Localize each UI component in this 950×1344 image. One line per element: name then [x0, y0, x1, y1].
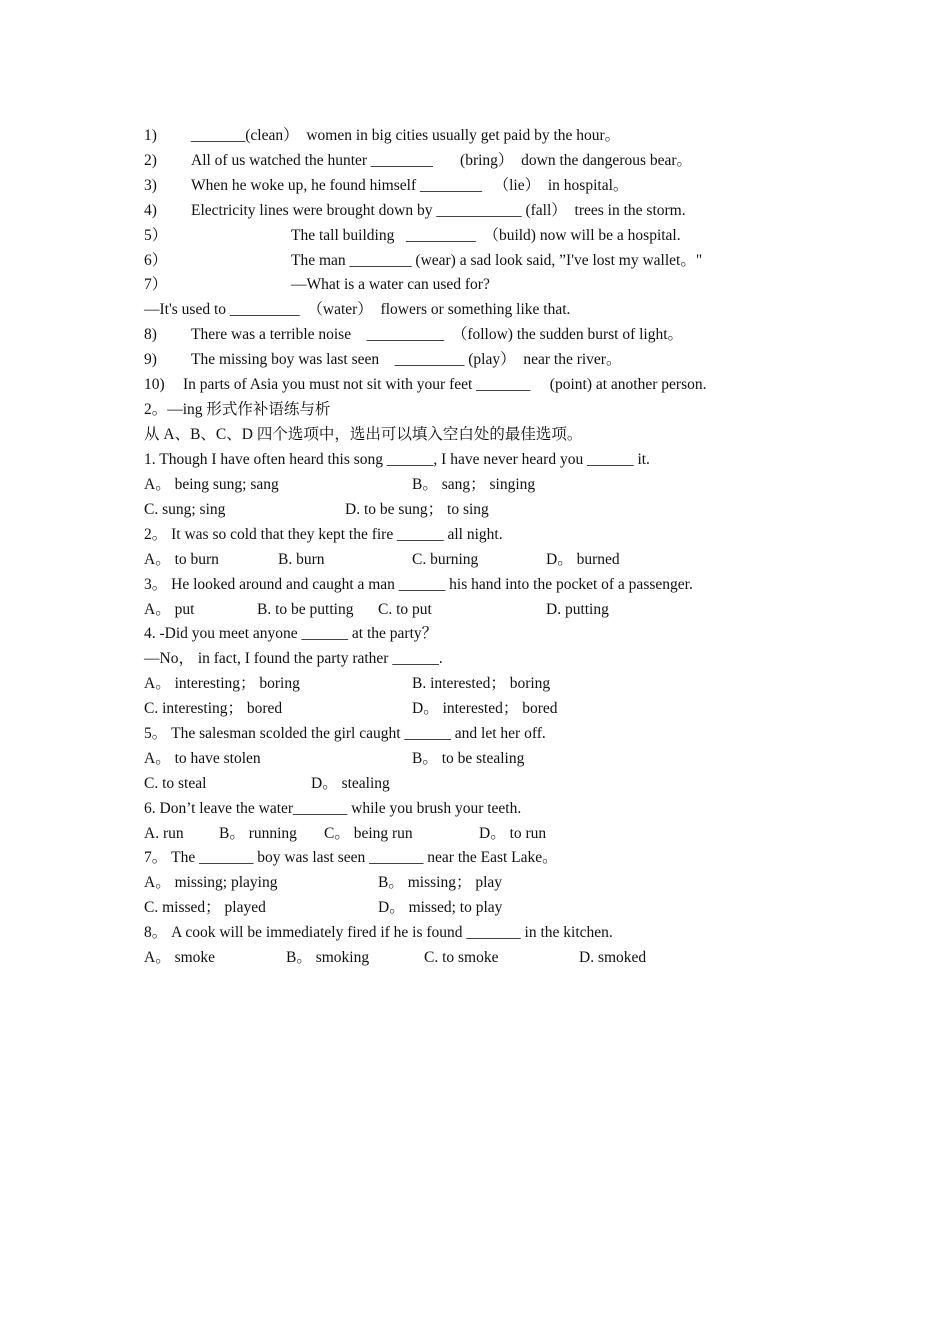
- item-number: 6）: [144, 252, 168, 269]
- fill-item-9: [144, 349, 622, 371]
- item-number: 2): [144, 152, 157, 169]
- fill-item-4: [144, 200, 686, 222]
- question-options: [144, 698, 558, 720]
- item-text: _______(clean） women in big cities usually get paid by the hour。: [191, 127, 621, 144]
- item-text: When he woke up, he found himself ________ （lie） in hospital。: [191, 177, 629, 194]
- option-b: B。 to be stealing: [412, 750, 525, 767]
- option-a: A. run: [144, 825, 184, 842]
- option-d: D。 to run: [479, 825, 547, 842]
- option-a: A。 missing; playing: [144, 874, 278, 891]
- item-text: The missing boy was last seen _________ (play） near the river。: [191, 351, 622, 368]
- option-b: B。 missing； play: [378, 874, 503, 891]
- item-number: 4): [144, 202, 157, 219]
- option-c: C. to steal: [144, 775, 207, 792]
- option-d: D。 interested； bored: [412, 700, 558, 717]
- option-c: C. to put: [378, 601, 432, 618]
- option-d: D. to be sung； to sing: [345, 501, 489, 518]
- option-a: A。 to have stolen: [144, 750, 261, 767]
- section-heading: 2。—ing 形式作补语练与析: [144, 401, 331, 418]
- fill-item-8: [144, 324, 684, 346]
- item-number: 7）: [144, 276, 168, 293]
- item-text: The man ________ (wear) a sad look said, ”I've lost my wallet。": [291, 252, 703, 269]
- option-c: C。 being run: [324, 825, 413, 842]
- question-options: [144, 947, 647, 969]
- question-stem: 7。 The _______ boy was last seen _______ near the East Lake。: [144, 849, 558, 866]
- item-text: All of us watched the hunter ________ (bring） down the dangerous bear。: [191, 152, 693, 169]
- fill-item-1: [144, 125, 621, 147]
- option-c: C. burning: [412, 551, 479, 568]
- question-options: [144, 599, 609, 621]
- question-stem: 1. Though I have often heard this song ______, I have never heard you ______ it.: [144, 451, 650, 468]
- question-options: [144, 673, 551, 695]
- fill-item-2: [144, 150, 693, 172]
- item-number: 8): [144, 326, 157, 343]
- question-options: [144, 872, 503, 894]
- fill-item-5: [144, 225, 681, 247]
- item-text: —What is a water can used for?: [291, 276, 490, 293]
- question-options: [144, 823, 547, 845]
- item-number: 1): [144, 127, 157, 144]
- question-options: [144, 748, 525, 770]
- question-stem: 3。 He looked around and caught a man ______ his hand into the pocket of a passenger.: [144, 576, 693, 593]
- option-d: D。 stealing: [311, 775, 390, 792]
- option-a: A。 to burn: [144, 551, 219, 568]
- option-d: D. putting: [546, 601, 609, 618]
- fill-item-6: [144, 250, 703, 272]
- option-a: A。 interesting； boring: [144, 675, 300, 692]
- item-text: In parts of Asia you must not sit with your feet _______ (point) at another person.: [183, 376, 707, 393]
- item-number: 10): [144, 376, 165, 393]
- question-stem: 8。 A cook will be immediately fired if he is found _______ in the kitchen.: [144, 924, 613, 941]
- question-options: [144, 499, 489, 521]
- question-stem: 5。 The salesman scolded the girl caught ______ and let her off.: [144, 725, 546, 742]
- question-options: [144, 773, 390, 795]
- option-b: B. to be putting: [257, 601, 354, 618]
- item-text: The tall building _________ （build) now will be a hospital.: [291, 227, 681, 244]
- question-stem: 2。 It was so cold that they kept the fire ______ all night.: [144, 526, 503, 543]
- option-a: A。 smoke: [144, 949, 216, 966]
- item-number: 9): [144, 351, 157, 368]
- option-c: C. sung; sing: [144, 501, 226, 518]
- question-options: [144, 474, 536, 496]
- option-d: D。 burned: [546, 551, 620, 568]
- item-text: Electricity lines were brought down by ___________ (fall） trees in the storm.: [191, 202, 686, 219]
- option-b: B。 sang； singing: [412, 476, 536, 493]
- fill-item-3: [144, 175, 629, 197]
- question-stem-reply: —No， in fact, I found the party rather ______.: [144, 650, 443, 667]
- item-text: There was a terrible noise __________ （follow) the sudden burst of light。: [191, 326, 684, 343]
- item-number: 5）: [144, 227, 168, 244]
- option-d: D. smoked: [579, 949, 647, 966]
- question-stem: 6. Don’t leave the water_______ while you brush your teeth.: [144, 800, 522, 817]
- question-options: [144, 897, 503, 919]
- fill-item-7-answer: [144, 299, 571, 321]
- question-stem: 4. -Did you meet anyone ______ at the party？: [144, 625, 438, 642]
- option-b: B。 smoking: [286, 949, 370, 966]
- fill-item-7: [144, 274, 490, 296]
- item-number: 3): [144, 177, 157, 194]
- option-b: B。 running: [219, 825, 297, 842]
- section-instruction: 从 A、B、C、D 四个选项中，选出可以填入空白处的最佳选项。: [144, 426, 583, 443]
- item-text: —It's used to _________ （water） flowers or something like that.: [144, 301, 571, 318]
- option-a: A。 being sung; sang: [144, 476, 279, 493]
- option-a: A。 put: [144, 601, 195, 618]
- fill-item-10: [144, 374, 707, 396]
- option-d: D。 missed; to play: [378, 899, 503, 916]
- option-b: B. burn: [278, 551, 325, 568]
- question-options: [144, 549, 620, 571]
- option-c: C. to smoke: [424, 949, 499, 966]
- option-b: B. interested； boring: [412, 675, 551, 692]
- option-c: C. interesting； bored: [144, 700, 283, 717]
- option-c: C. missed； played: [144, 899, 266, 916]
